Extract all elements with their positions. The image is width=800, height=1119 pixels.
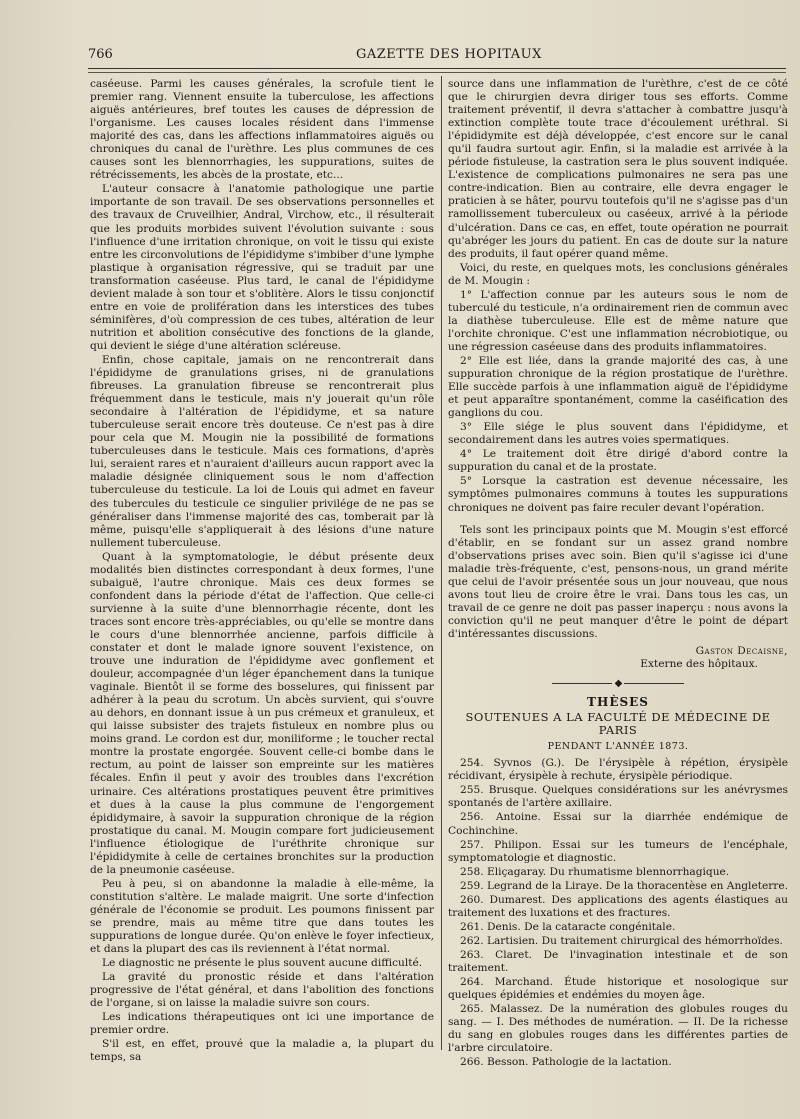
thesis-entry: 264. Marchand. Étude historique et nosologique sur quelques épidémies et endémies du moyen âge.	[448, 976, 788, 1002]
thesis-entry: 263. Claret. De l'invagination intestinale et de son traitement.	[448, 948, 788, 974]
header-rule	[88, 68, 786, 69]
conclusion-item: 3° Elle siége le plus souvent dans l'épididyme, et secondairement dans les autres voies spermatiques.	[448, 421, 788, 447]
left-paragraph: Quant à la symptomatologie, le début présente deux modalités bien distinctes correspondant à deux formes, l'une subaiguë, l'autre chronique. Mais ces deux formes se confondent dans la période d'état de l'affection. Que celle-ci survienne à la suite d'une blennorrhagie récente, dont les traces sont encore très-appréciables, ou qu'elle se montre dans le cours d'une blennorrhée ancienne, parfois difficile à constater et dont le malade ignore souvent l'existence, on trouve une induration de l'épididyme avec gonflement et douleur, accompagnée d'un léger épanchement dans la tunique vaginale. Bientôt il se forme des bosselures, qui finissent par adhérer à la peau du scrotum. Un abcès survient, qui s'ouvre au dehors, en donnant issue à un pus crémeux et granuleux, et qui laisse subsister des trajets fistuleux en nombre plus ou moins grand. Le cordon est dur, moniliforme ; le toucher rectal montre la prostate engorgée. Souvent celle-ci bombe dans le rectum, au point de laisser son empreinte sur les matières fécales. Enfin il peut y avoir des troubles dans l'excrétion urinaire. Ces altérations prostatiques peuvent être primitives et dues à la cause la plus commune de l'engorgement épididymaire, à savoir la suppuration chronique de la région prostatique du canal. M. Mougin compare fort judicieusement l'influence étiologique de l'uréthrite chronique sur l'épididymite à celle de certaines bronchites sur la production de la pneumonie caséeuse.	[90, 550, 434, 876]
right-paragraph: Voici, du reste, en quelques mots, les conclusions générales de M. Mougin :	[448, 261, 788, 287]
thesis-entry: 254. Syvnos (G.). De l'érysipèle à répétion, érysipèle récidivant, érysipèle à rechute, érysipèle périodique.	[448, 757, 788, 783]
thesis-entry: 266. Besson. Pathologie de la lactation.	[460, 1056, 672, 1069]
theses-year: PENDANT L'ANNÉE 1873.	[547, 741, 689, 753]
author-title: Externe des hôpitaux.	[640, 658, 758, 671]
thesis-entry: 255. Brusque. Quelques considérations sur les anévrysmes spontanés de l'artère axillaire.	[448, 784, 788, 810]
left-column	[90, 78, 434, 1078]
theses-subheading: SOUTENUES A LA FACULTÉ DE MÉDECINE DE PARIS	[465, 710, 771, 738]
thesis-entry: 261. Denis. De la cataracte congénitale.	[460, 920, 676, 933]
left-paragraph: La gravité du pronostic réside et dans l'altération progressive de l'état général, et dans l'abolition des fonctions de l'organe, si on laisse la maladie suivre son cours.	[90, 971, 434, 1010]
thesis-entry: 259. Legrand de la Liraye. De la thoracentèse en Angleterre.	[460, 879, 788, 892]
thesis-entry: 257. Philipon. Essai sur les tumeurs de l'encéphale, symptomatologie et diagnostic.	[448, 838, 788, 864]
column-divider	[441, 76, 442, 1050]
right-column	[448, 78, 788, 1078]
left-paragraph: L'auteur consacre à l'anatomie pathologique une partie importante de son travail. De ses observations personnelles et des travaux de Cruveilhier, Andral, Virchow, etc., il résulterait que les produits morbides suivent l'évolution suivante : sous l'influence d'une irritation chronique, on voit le tissu qui existe entre les circonvolutions de l'épididyme s'imbiber d'une lymphe plastique à organisation régressive, qui se traduit par une transformation caséeuse. Plus tard, le canal de l'épididyme devient malade à son tour et s'oblitère. Alors le tissu conjonctif entre en voie de prolifération dans les interstices des tubes séminifères, d'où compression de ces tubes, altération de leur nutrition et abolition consécutive des fonctions de la glande, qui devient le siége d'une altération scléreuse.	[90, 183, 434, 352]
journal-title: GAZETTE DES HOPITAUX	[356, 47, 542, 62]
spacer	[448, 516, 788, 524]
theses-heading: THÈSES	[587, 695, 649, 710]
right-paragraph: source dans une inflammation de l'urèthre, c'est de ce côté que le chirurgien devra diriger tous ses efforts. Comme traitement préventif, il devra s'attacher à combattre jusqu'à extinction complète toute trace d'écoulement uréthral. Si l'épididymite est déjà développée, c'est encore sur le canal qu'il faudra surtout agir. Enfin, si la maladie est arrivée à la période fistuleuse, la castration sera le plus souvent indiquée. L'existence de complications pulmonaires ne sera pas une contre-indication. Bien au contraire, elle devra engager le praticien à se hâter, pourvu toutefois qu'il ne s'agisse pas d'un ramollissement tuberculeux ou caséeux, arrivé à la période d'ulcération. Dans ce cas, en effet, toute opération ne pourrait qu'abréger les jours du patient. En cas de doute sur la nature des produits, il faut opérer quand même.	[448, 78, 788, 260]
page-number: 766	[88, 47, 113, 62]
left-paragraph: Peu à peu, si on abandonne la maladie à elle-même, la constitution s'altère. Le malade maigrit. Une sorte d'infection générale de l'économie se produit. Les poumons finissent par se prendre, mais au même titre que dans toutes les suppurations de longue durée. Qu'on enlève le foyer infectieux, et dans la plupart des cas ils reviennent à l'état normal.	[90, 877, 434, 956]
thesis-entry: 258. Eliçagaray. Du rhumatisme blennorrhagique.	[460, 865, 730, 878]
thesis-entry: 260. Dumarest. Des applications des agents élastiques au traitement des luxations et des fractures.	[448, 893, 788, 919]
ornament-divider: ◆	[448, 677, 788, 690]
left-paragraph: caséeuse. Parmi les causes générales, la scrofule tient le premier rang. Viennent ensuite la tuberculose, les affections aiguës antérieures, bref toutes les causes de dépression de l'organisme. Les causes locales résident dans l'immense majorité des cas, dans les affections inflammatoires aiguës ou chroniques du canal de l'urèthre. Les plus communes de ces causes sont les blennorrhagies, les suppurations, suites de rétrécissements, les abcès de la prostate, etc...	[90, 78, 434, 182]
thesis-entry: 256. Antoine. Essai sur la diarrhée endémique de Cochinchine.	[448, 811, 788, 837]
thesis-entry: 262. Lartisien. Du traitement chirurgical des hémorrhoïdes.	[460, 934, 783, 947]
conclusion-item: 5° Lorsque la castration est devenue nécessaire, les symptômes pulmonaires communs à toutes les suppurations chroniques ne doivent pas faire reculer devant l'opération.	[448, 475, 788, 514]
left-paragraph: Enfin, chose capitale, jamais on ne rencontrerait dans l'épididyme de granulations grises, ni de granulations fibreuses. La granulation fibreuse se rencontrerait plus fréquemment dans le testicule, mais n'y jouerait qu'un rôle secondaire à l'altération de l'épididyme, et sa nature tuberculeuse serait encore très douteuse. Ce n'est pas à dire pour cela que M. Mougin nie la possibilité de formations tuberculeuses dans le testicule. Mais ces formations, d'après lui, seraient rares et n'auraient d'ailleurs aucun rapport avec la maladie désignée cliniquement sous le nom d'affection tuberculeuse du testicule. La loi de Louis qui admet en faveur des tubercules du testicule ce singulier privilége de ne pas se généraliser dans l'immense majorité des cas, tomberait par là même, puisqu'elle s'appliquerait à des lésions d'une nature nullement tuberculeuse.	[90, 353, 434, 549]
author-signature: Gaston Decaisne,	[695, 644, 788, 657]
left-paragraph: Le diagnostic ne présente le plus souvent aucune difficulté.	[102, 957, 423, 970]
left-paragraph: S'il est, en effet, prouvé que la maladie a, la plupart du temps, sa	[90, 1038, 434, 1064]
right-paragraph: Tels sont les principaux points que M. Mougin s'est efforcé d'établir, en se fondant sur un assez grand nombre d'observations prises avec soin. Bien qu'il s'agisse ici d'une maladie très-fréquente, c'est, pensons-nous, un grand mérite que celui de l'avoir présentée sous un jour nouveau, que nous avons tout lieu de croire être le vrai. Dans tous les cas, un travail de ce genre ne doit pas passer inaperçu : nous avons la conviction qu'il ne peut manquer d'être le point de départ d'intéressantes discussions.	[448, 523, 788, 640]
conclusion-item: 4° Le traitement doit être dirigé d'abord contre la suppuration du canal et de la prostate.	[448, 448, 788, 474]
conclusion-item: 1° L'affection connue par les auteurs sous le nom de tuberculé du testicule, n'a ordinairement rien de commun avec la diathèse tuberculeuse. Elle est de même nature que l'orchite chronique. C'est une inflammation nécrobiotique, ou une régression caséeuse dans des produits inflammatoires.	[448, 288, 788, 353]
header-rule-thin	[88, 72, 786, 73]
left-paragraph: Les indications thérapeutiques ont ici une importance de premier ordre.	[90, 1011, 434, 1037]
page-header	[88, 44, 788, 66]
conclusion-item: 2° Elle est liée, dans la grande majorité des cas, à une suppuration chronique de la région prostatique de l'urèthre. Elle succède parfois à une inflammation aiguë de l'épididyme et peut apparaître spontanément, comme la caséification des ganglions du cou.	[448, 354, 788, 420]
thesis-entry: 265. Malassez. De la numération des globules rouges du sang. — I. Des méthodes de numération. — II. De la richesse du sang en globules rouges dans les différentes parties de l'arbre circulatoire.	[448, 1003, 788, 1055]
